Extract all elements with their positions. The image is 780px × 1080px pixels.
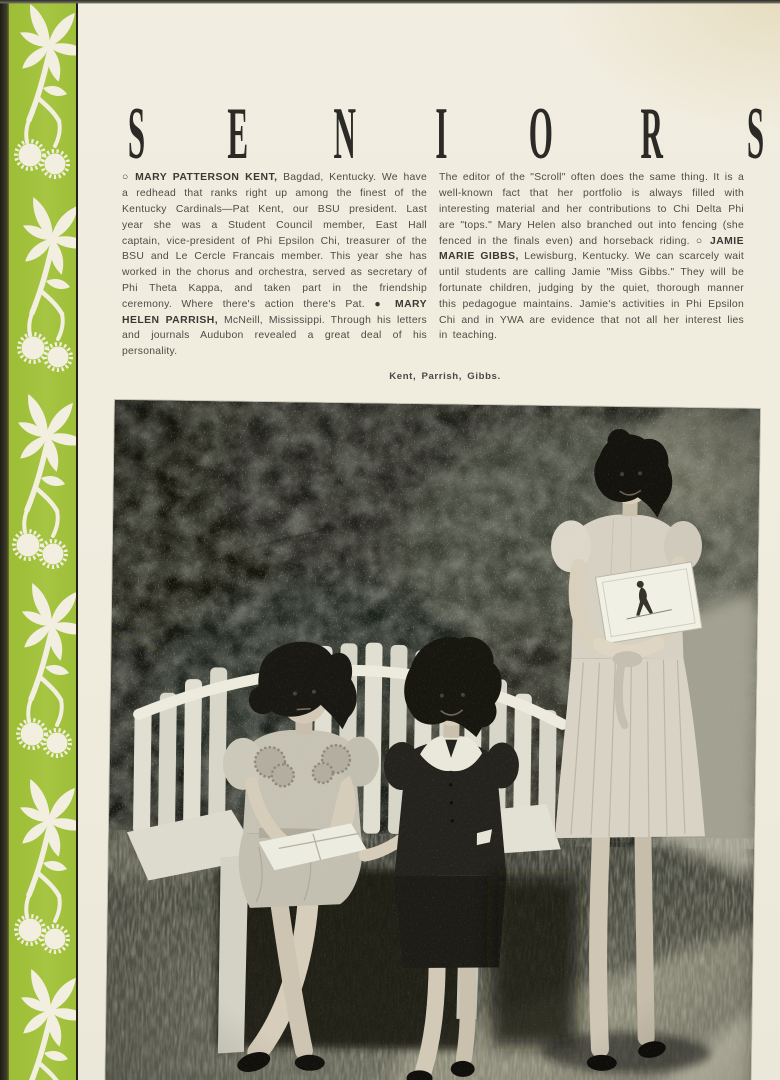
flower-sprig-icon [9, 579, 76, 772]
floral-border-strip [9, 0, 76, 1080]
flower-sprig-icon [9, 386, 76, 579]
article [122, 160, 744, 360]
binding-edge [0, 0, 9, 1080]
page-title: S E N I O R S [127, 93, 764, 176]
scan-top-edge [0, 0, 780, 4]
photo-caption: Kent, Parrish, Gibbs. [389, 371, 501, 382]
photograph-scene [105, 400, 760, 1080]
flower-sprig-icon [9, 772, 76, 965]
flower-sprig-icon [9, 965, 76, 1080]
article-left-column: ○ MARY PATTERSON KENT, Bagdad, Kentucky. We have a redhead that ranks right up among the finest of the Kentucky Cardinals—Pat Kent, our BSU president. Last year she was a Student Council member, East Hall captain, vice-president of Phi Epsilon Chi, treasurer of the BSU and Le Cercle Francais member. This year she has worked in the chorus and orchestra, served as secretary of Phi Theta Kappa, and taken part in the friendship ceremony. Where there's action there's Pat. ● MARY HELEN PARRISH, McNeill, Mississippi. Through his letters and journals Audubon revealed a great deal of his personality. [122, 172, 428, 358]
flower-sprig-icon [9, 0, 76, 193]
flower-sprig-icon [9, 193, 76, 386]
floral-border [0, 0, 78, 1080]
group-photograph [105, 400, 760, 1080]
article-right-column: The editor of the "Scroll" often does the same thing. It is a well-known fact that her portfolio is always filled with interesting material and her contributions to Chi Delta Phi are "tops." Mary Helen also branched out into fencing (she fenced in the finals even) and horseback riding. ○ JAMIE MARIE GIBBS, Lewisburg, Kentucky. We can scarcely wait until students are calling Jamie "Miss Gibbs." They will be fortunate children, judging by the quiet, thorough manner this pedagogue maintains. Jamie's activities in Phi Epsilon Chi and in YWA are evidence that not all her interest lies in teaching. [439, 172, 745, 342]
